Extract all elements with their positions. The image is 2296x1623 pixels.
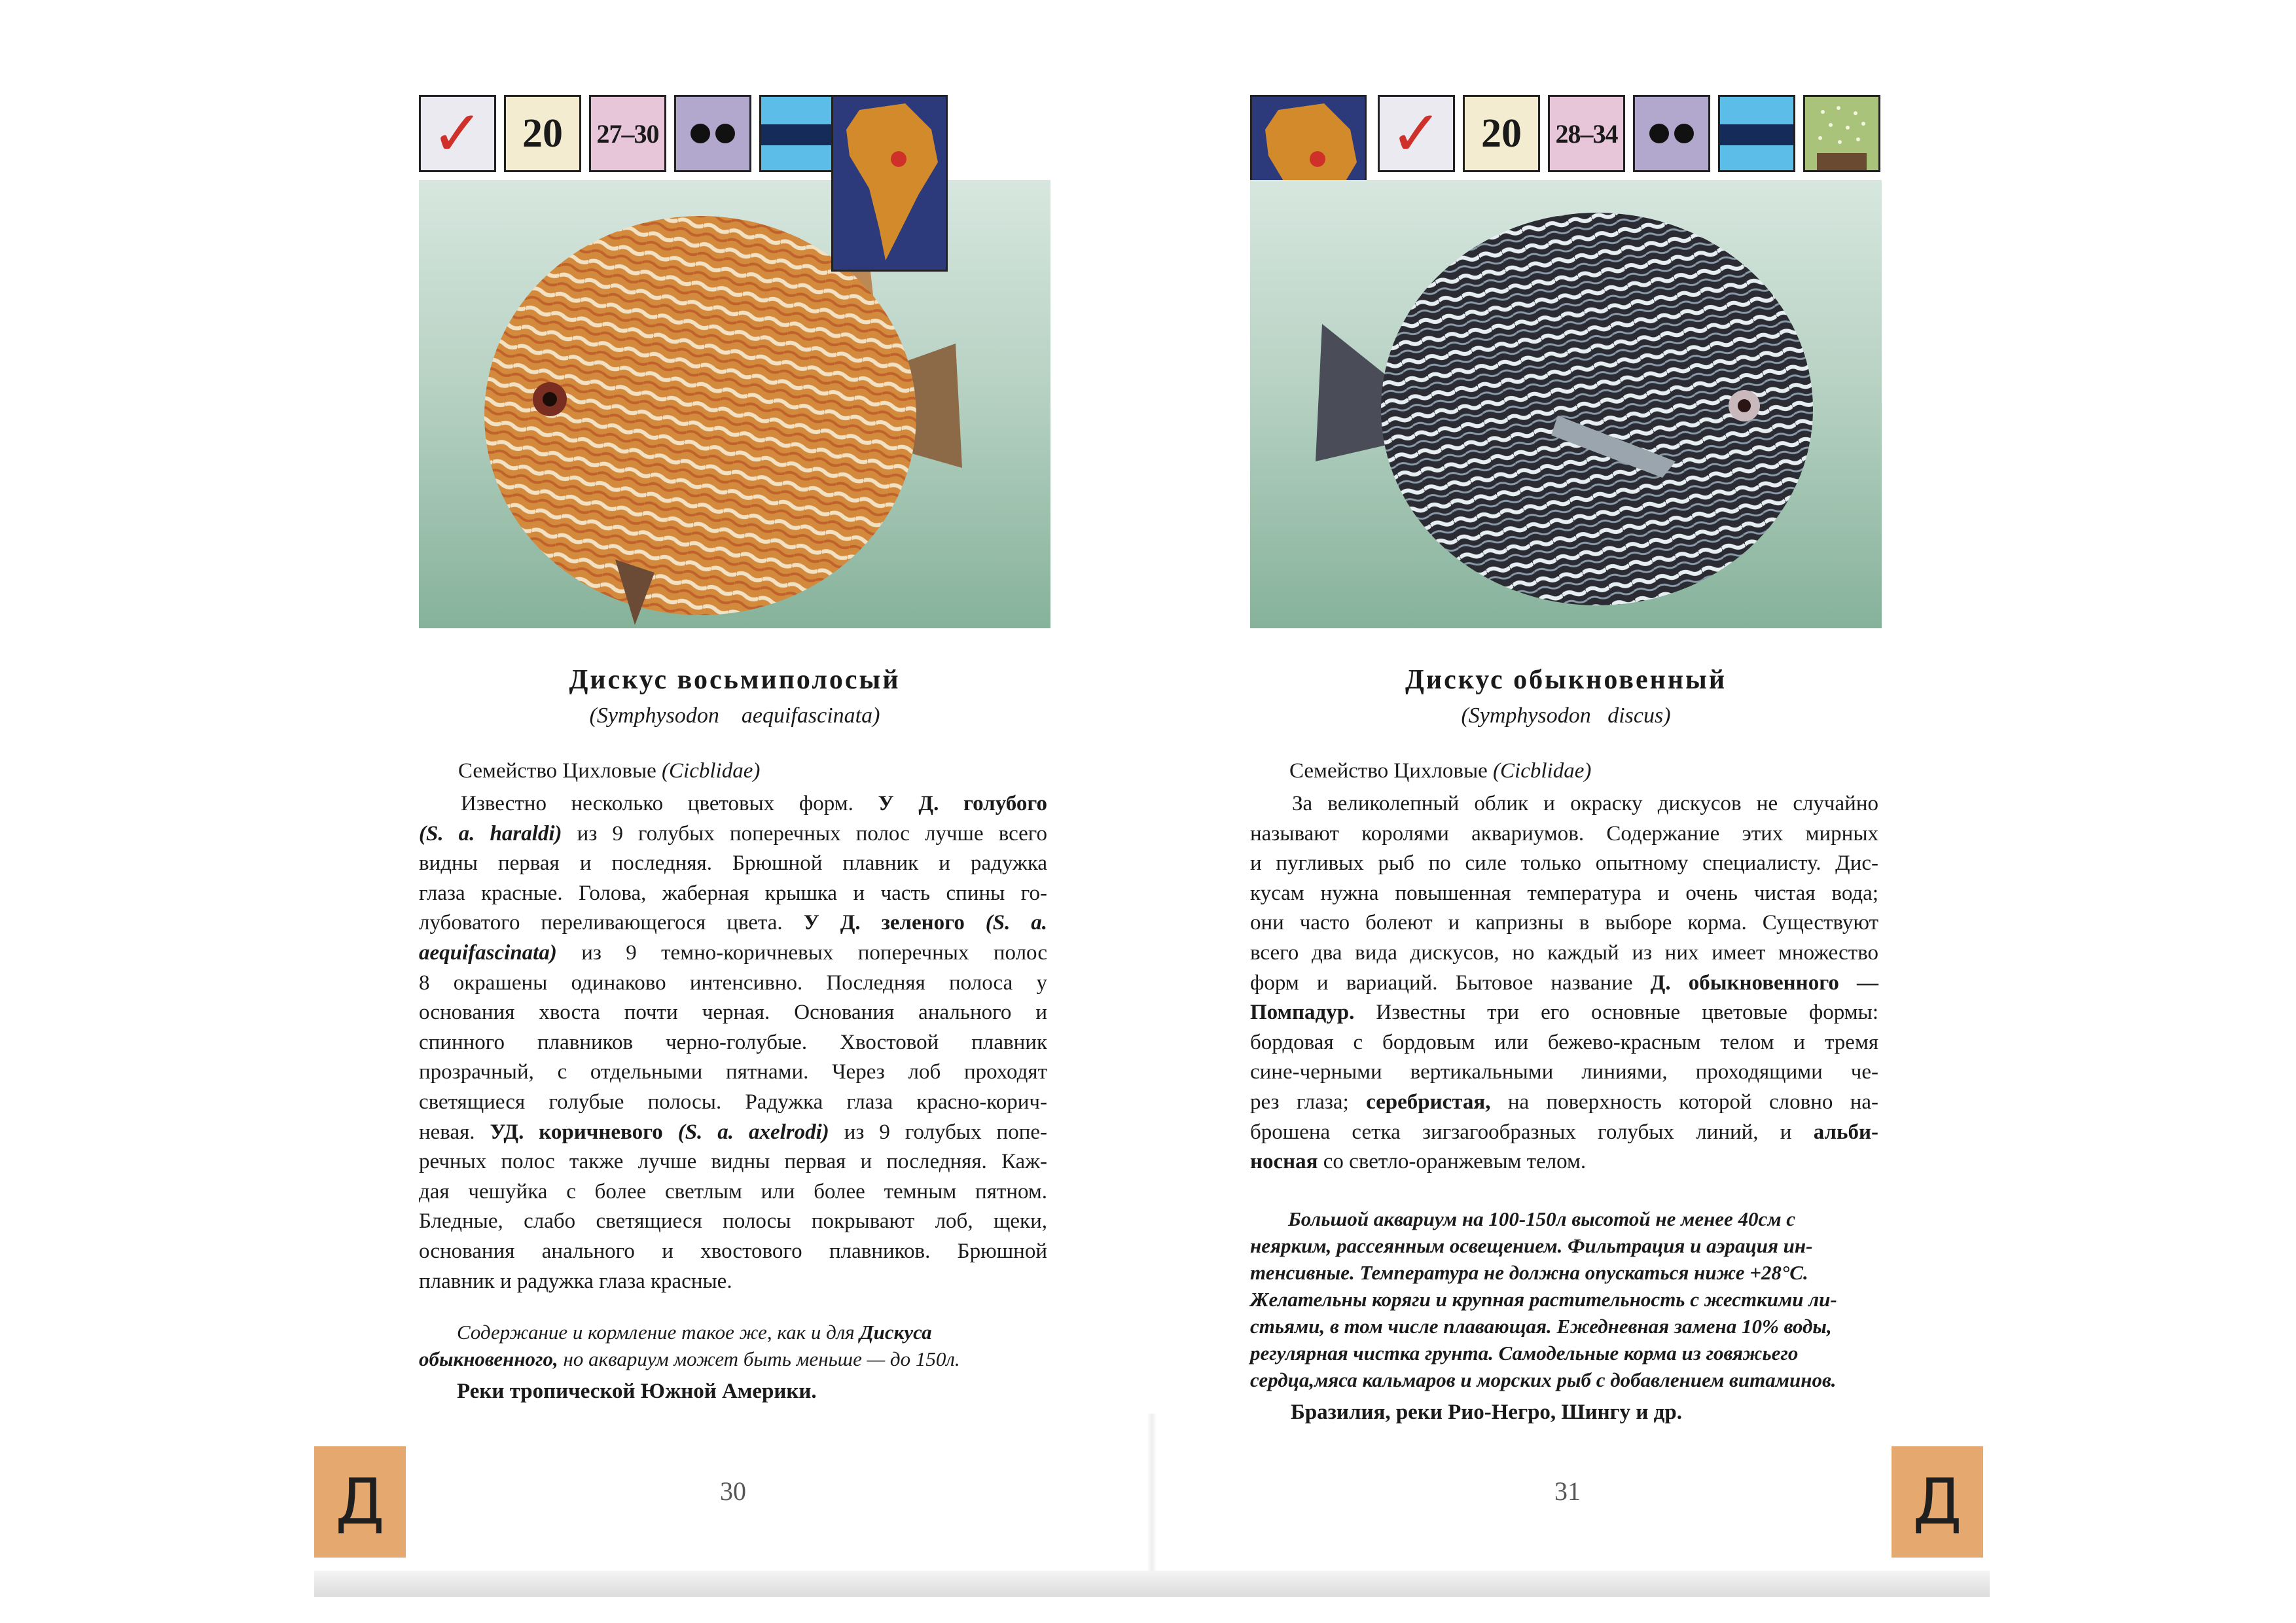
book-gutter bbox=[1147, 1414, 1157, 1597]
family-line: Семейство Цихловые (Cicblidae) bbox=[1289, 759, 1592, 783]
family-line: Семейство Цихловые (Cicblidae) bbox=[458, 759, 761, 783]
fish-photo bbox=[1250, 180, 1882, 628]
fish-photo bbox=[419, 180, 1050, 628]
species-latin-name: (Symphysodon aequifascinata) bbox=[589, 704, 880, 728]
care-icon-strip bbox=[1378, 95, 1880, 172]
book-spread bbox=[314, 0, 1990, 1597]
temperature-badge: 27–30 bbox=[589, 95, 666, 172]
care-notes: Большой аквариум на 100-150л высотой не менее 40см с неярким, рассеянным освещением. Фильтрация и аэрация ин- тенсивные. Температура не должна опускаться ниже +28°С. Желательны коряги и крупная растительность с жесткими ли- стьями, в том числе плавающая. Ежедневная замена 10% воды, регулярная чистка грунта. Самодельные корма из говяжьего сердца,мяса кальмаров и морских рыб с добавлением витаминов. bbox=[1250, 1207, 1837, 1391]
discus-fish-dark-striped-icon bbox=[1250, 180, 1882, 628]
page-right bbox=[1152, 0, 1990, 1597]
temperature-badge: 28–34 bbox=[1548, 95, 1625, 172]
page-bottom-edge bbox=[314, 1571, 1990, 1597]
easy-care-check-icon: ✓ bbox=[419, 95, 496, 172]
page-left bbox=[314, 0, 1152, 1597]
species-title: Дискус восьмиполосый bbox=[569, 665, 901, 695]
species-latin-name: (Symphysodon discus) bbox=[1461, 704, 1671, 728]
habitat-line: Реки тропической Южной Америки. bbox=[457, 1380, 817, 1403]
plants-icon bbox=[1803, 95, 1880, 172]
south-america-map-icon bbox=[831, 95, 948, 272]
alphabet-index-tab: Д bbox=[314, 1446, 406, 1558]
two-dots-icon bbox=[674, 95, 751, 172]
fish-size-badge: 20 bbox=[1463, 95, 1540, 172]
species-description: За великолепный облик и окраску дискусов не случайно называют королями аквариумов. Содержание этих мирных и пугливых рыб по силе только опытному специалисту. Дис- кусам нужна повышенная температура и очень чистая вода; они часто болеют и капризны в выборе корма. Существуют всего два вида дискусов, но каждый из них имеет множество форм и вариаций. Бытовое название Д. обыкновенного — Помпадур. Известны три его основные цветовые формы: бордовая с бордовым или бежево-красным телом и тремя сине-черными вертикальными линиями, проходящими че- рез глаза; серебристая, на поверхность которой словно на- брошена сетка зигзагообразных голубых линий, и альби- носная со светло-оранжевым телом. bbox=[1250, 792, 1879, 1174]
discus-fish-orange-striped-icon bbox=[419, 180, 1050, 628]
easy-care-check-icon: ✓ bbox=[1378, 95, 1455, 172]
page-number: 31 bbox=[1554, 1476, 1581, 1506]
middle-water-layer-icon bbox=[1718, 95, 1795, 172]
care-notes: Содержание и кормление такое же, как и для Дискуса обыкновенного, но аквариум может быть меньше — до 150л. bbox=[419, 1321, 960, 1370]
habitat-line: Бразилия, реки Рио-Негро, Шингу и др. bbox=[1291, 1400, 1682, 1424]
middle-water-layer-icon bbox=[759, 95, 836, 172]
page-number: 30 bbox=[720, 1476, 746, 1506]
species-title: Дискус обыкновенный bbox=[1405, 665, 1727, 695]
species-description: Известно несколько цветовых форм. У Д. голубого (S. a. haraldi) из 9 голубых поперечных полос лучше всего видны первая и последняя. Брюшной плавник и радужка глаза красные. Голова, жаберная крышка и часть спины го- лубоватого переливающегося цвета. У Д. зеленого (S. a. aequifascinata) из 9 темно-коричневых поперечных полос 8 окрашены одинаково интенсивно. Последняя полоса у основания хвоста почти черная. Основания анального и спинного плавников черно-голубые. Хвостовой плавник прозрачный, с отдельными пятнами. Через лоб проходят светящиеся голубые полосы. Радужка глаза красно-корич- невая. УД. коричневого (S. a. axelrodi) из 9 голубых попе- речных полос также лучше видны первая и последняя. Каж- дая чешуйка с более светлым или более темным пятном. Бледные, слабо светящиеся полосы покрывают лоб, щеки, основания анального и хвостового плавников. Брюшной плавник и радужка глаза красные. bbox=[419, 792, 1048, 1293]
two-dots-icon bbox=[1633, 95, 1710, 172]
alphabet-index-tab: Д bbox=[1892, 1446, 1983, 1558]
fish-size-badge: 20 bbox=[504, 95, 581, 172]
